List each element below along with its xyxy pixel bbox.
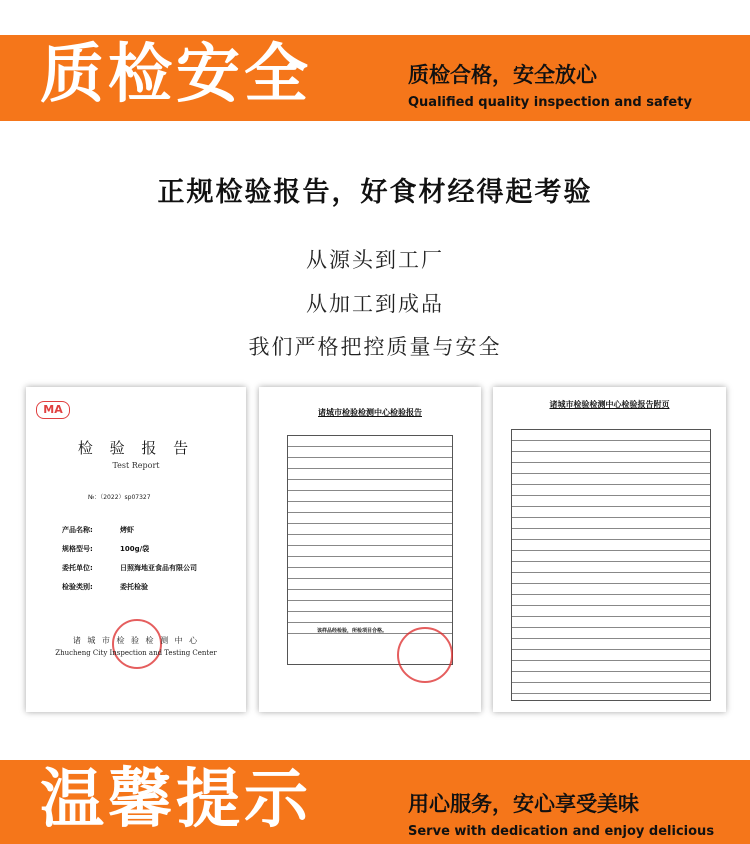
headline: 正规检验报告，好食材经得起考验 — [157, 177, 593, 208]
top-subtitle-en: Qualified quality inspection and safety — [408, 95, 692, 110]
field-row — [62, 544, 149, 554]
cma-logo: MA — [36, 401, 70, 419]
report-page-3 — [493, 387, 726, 712]
top-banner — [0, 35, 750, 121]
top-banner-title: 质检安全 — [40, 38, 312, 112]
report-page-2 — [259, 387, 481, 712]
report-footer-cn: 诸 城 市 检 验 检 测 中 心 — [72, 636, 200, 645]
red-seal — [397, 627, 453, 683]
field-row — [62, 582, 148, 592]
field-label: 产品名称: — [62, 526, 93, 534]
field-value: 烤虾 — [120, 526, 134, 534]
field-row — [62, 525, 134, 535]
field-value: 委托检验 — [120, 583, 148, 591]
report-number: №：（2022）sp07327 — [88, 494, 151, 501]
field-label: 规格型号: — [62, 545, 93, 553]
report-page-3-title: 诸城市检验检测中心检验报告附页 — [549, 400, 670, 409]
report-page-2-title: 诸城市检验检测中心检验报告 — [318, 408, 422, 417]
field-label: 委托单位: — [62, 564, 93, 572]
field-value: 日照海地亚食品有限公司 — [120, 564, 197, 572]
bottom-banner — [0, 760, 750, 844]
report-conclusion: 该样品经检验，所检项目合格。 — [317, 628, 388, 634]
top-subtitle-cn: 质检合格，安全放心 — [408, 63, 597, 87]
field-label: 检验类别: — [62, 583, 93, 591]
field-row — [62, 563, 197, 573]
field-value: 100g/袋 — [120, 545, 150, 553]
line-2: 从加工到成品 — [306, 292, 444, 316]
bottom-subtitle-en: Serve with dedication and enjoy delicious — [408, 824, 715, 839]
line-1: 从源头到工厂 — [306, 248, 444, 272]
top-banner-subtitle — [408, 59, 692, 110]
bottom-banner-subtitle — [408, 788, 714, 839]
report-cover — [26, 387, 246, 712]
report-title-en: Test Report — [112, 461, 160, 470]
bottom-subtitle-cn: 用心服务，安心享受美味 — [408, 792, 639, 816]
line-3: 我们严格把控质量与安全 — [248, 335, 502, 359]
report-table — [511, 429, 711, 701]
bottom-banner-title: 温馨提示 — [40, 763, 312, 837]
report-title-cn: 检 验 报 告 — [77, 439, 195, 457]
report-footer-en: Zhucheng City Inspection and Testing Center — [55, 649, 217, 657]
